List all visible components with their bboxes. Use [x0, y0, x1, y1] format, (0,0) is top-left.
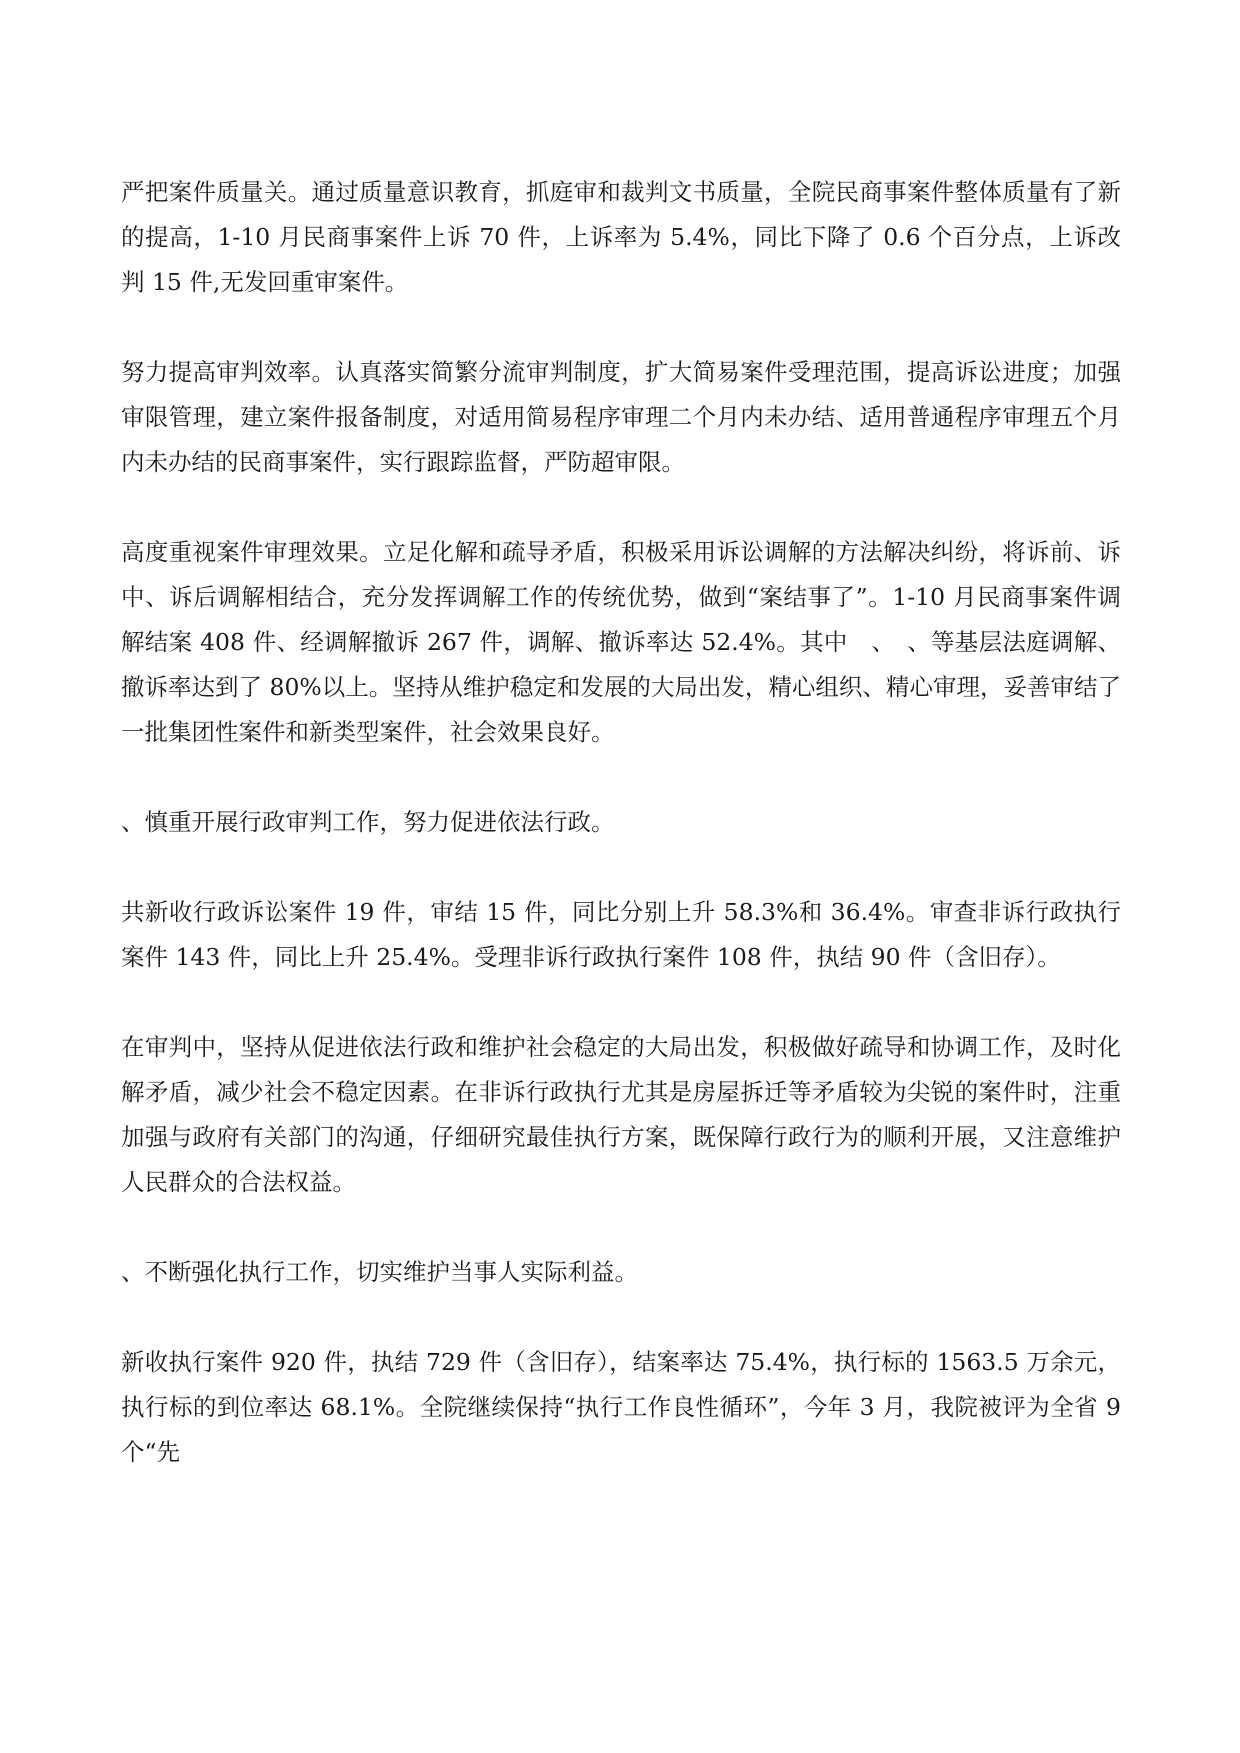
section-heading-administrative-trial: 、慎重开展行政审判工作，努力促进依法行政。 — [121, 808, 615, 836]
paragraph-trial-efficiency: 努力提高审判效率。认真落实简繁分流审判制度，扩大简易案件受理范围，提高诉讼进度；加强审限管理，建立案件报备制度，对适用简易程序审理二个月内未办结、适用普通程序审理五个月内未办结的民商事案件，实行跟踪监督，严防超审限。 — [121, 358, 1121, 476]
paragraph-trial-effect: 高度重视案件审理效果。立足化解和疏导矛盾，积极采用诉讼调解的方法解决纠纷，将诉前、诉中、诉后调解相结合，充分发挥调解工作的传统优势，做到“案结事了”。1-10 月民商事案件调解结案 408 件、经调解撤诉 267 件，调解、撤诉率达 52.4%。其中 、 、等基层法庭调解、撤诉率达到了 80%以上。坚持从维护稳定和发展的大局出发，精心组织、精心审理，妥善审结了一批集团性案件和新类型案件，社会效果良好。 — [121, 538, 1121, 746]
paragraph-administrative-approach: 在审判中，坚持从促进依法行政和维护社会稳定的大局出发，积极做好疏导和协调工作，及时化解矛盾，减少社会不稳定因素。在非诉行政执行尤其是房屋拆迁等矛盾较为尖锐的案件时，注重加强与政府有关部门的沟通，仔细研究最佳执行方案，既保障行政行为的顺利开展，又注意维护人民群众的合法权益。 — [121, 1033, 1121, 1196]
paragraph-enforcement-statistics: 新收执行案件 920 件，执结 729 件（含旧存），结案率达 75.4%，执行标的 1563.5 万余元，执行标的到位率达 68.1%。全院继续保持“执行工作良性循环”，今年 3 月，我院被评为全省 9 个“先 — [121, 1348, 1121, 1466]
paragraph-administrative-statistics: 共新收行政诉讼案件 19 件，审结 15 件，同比分别上升 58.3%和 36.4%。审查非诉行政执行案件 143 件，同比上升 25.4%。受理非诉行政执行案件 108 件，执结 90 件（含旧存）。 — [121, 898, 1121, 971]
document-body — [121, 170, 1121, 1475]
section-heading-enforcement: 、不断强化执行工作，切实维护当事人实际利益。 — [121, 1258, 638, 1286]
paragraph-case-quality: 严把案件质量关。通过质量意识教育，抓庭审和裁判文书质量，全院民商事案件整体质量有了新的提高，1-10 月民商事案件上诉 70 件，上诉率为 5.4%，同比下降了 0.6 个百分点，上诉改判 15 件,无发回重审案件。 — [121, 178, 1121, 296]
